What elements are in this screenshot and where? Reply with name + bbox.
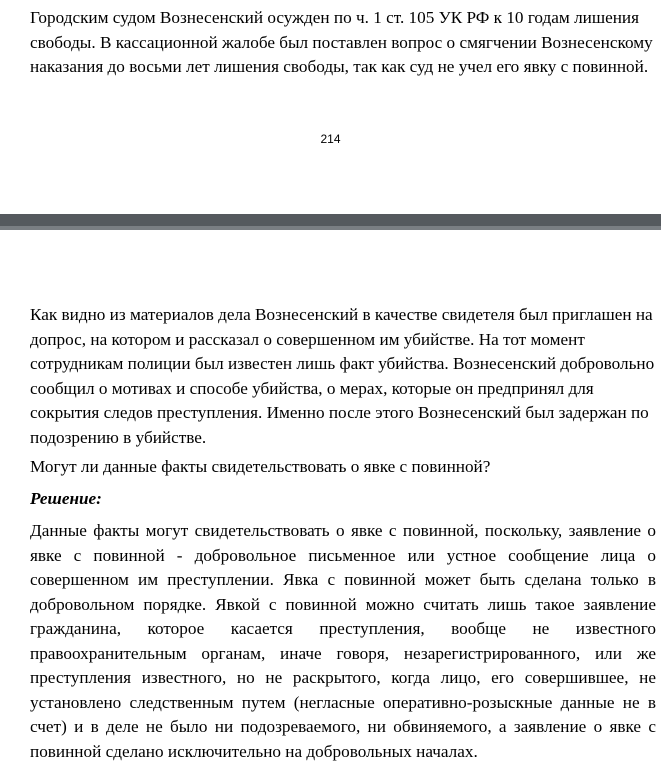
facts-paragraph: Как видно из материалов дела Вознесенский в качестве свидетеля был приглашен на допрос, на котором и рассказал о совершенном им убийстве. На тот момент сотрудникам полиции был известен лишь факт убийства. Вознесенский добровольно сообщил о мотивах и способе убийства, о мерах, которые он предпринял для сокрытия следов преступления. Именно после этого Вознесенский был задержан по подозрению в убийстве.	[30, 305, 655, 447]
question-text: Могут ли данные факты свидетельствовать о явке с повинной?	[30, 457, 491, 476]
page-upper	[0, 0, 661, 214]
solution-text: Данные факты могут свидетельствовать о явке с повинной, поскольку, заявление о явке с повинной - добровольное письменное или устное сообщение лица о совершенном им преступлении. Явка с повинной может быть сделана только в добровольном порядке. Явкой с повинной можно считать лишь такое заявление гражданина, которое касается преступления, вообще не известного правоохранительным органам, иначе говоря, незарегистрированного, или же преступления известного, но не раскрытого, когда лицо, его совершившее, не установлено следственным путем (негласные оперативно-розыскные данные не в счет) и в деле не было ни подозреваемого, ни обвиняемого, а заявление о явке с повинной сделано исключительно на добровольных началах.	[30, 521, 656, 761]
solution-heading: Решение:	[30, 489, 102, 508]
case-paragraph: Городским судом Вознесенский осужден по ч. 1 ст. 105 УК РФ к 10 годам лишения свободы. В кассационной жалобе был поставлен вопрос о смягчении Вознесенскому наказания до восьми лет лишения свободы, так как суд не учел его явку с повинной.	[30, 8, 653, 76]
page-lower	[0, 230, 661, 775]
page-separator	[0, 214, 661, 230]
page-number: 214	[320, 132, 341, 146]
